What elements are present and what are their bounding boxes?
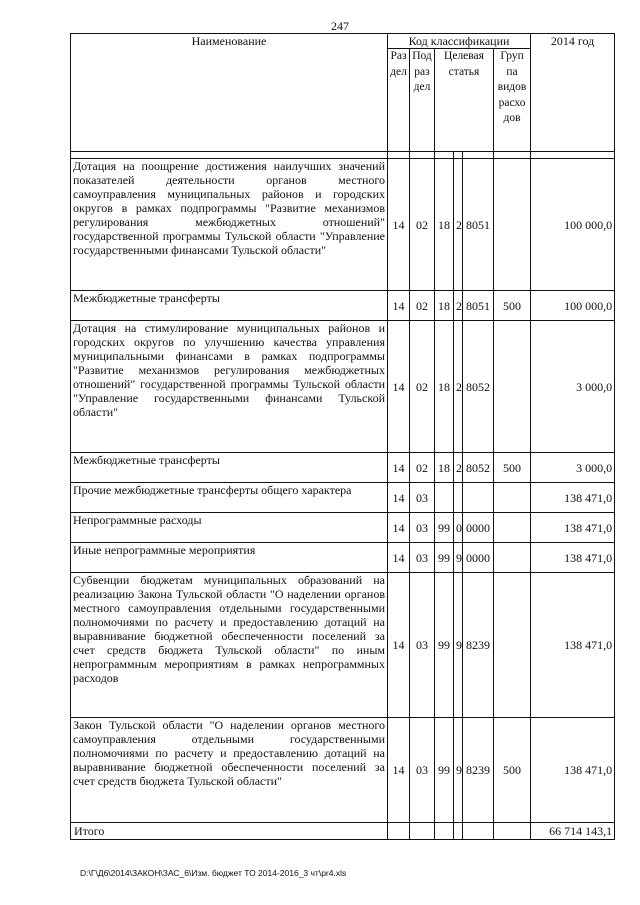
row-target-code: 8052 (463, 453, 494, 483)
row-target-program: 99 (435, 573, 454, 718)
table-row (71, 513, 615, 543)
row-section: 14 (388, 453, 410, 483)
row-name: Межбюджетные трансферты (71, 453, 388, 483)
row-expense-group: 500 (494, 291, 531, 321)
row-name: Субвенции бюджетам муниципальных образований на реализацию Закона Тульской области "О наделении органов местного самоуправления отдельными государственными полномочиями по расчету и предоставлению дотаций на выравнивание бюджетной обеспеченности поселений за счет средств бюджета Тульской области" по иным непрограммным мероприятиям в рамках непрограммных расходов (71, 573, 388, 718)
row-name: Закон Тульской области "О наделении органов местного самоуправления отдельными государственными полномочиями по расчету и предоставлению дотаций на выравнивание бюджетной обеспеченности поселений за счет средств бюджета Тульской области" (71, 718, 388, 823)
table-row (71, 453, 615, 483)
row-target-program: 99 (435, 513, 454, 543)
header-expense-group: Груп па видов расхо дов (494, 49, 531, 152)
table-row (71, 483, 615, 513)
row-target-code: 8239 (463, 573, 494, 718)
row-target-subprogram (454, 483, 463, 513)
table-row (71, 291, 615, 321)
table-row (71, 718, 615, 823)
header-target-article: Целевая статья (435, 49, 494, 152)
row-amount: 100 000,0 (531, 159, 615, 291)
header-subsection: Под раз дел (410, 49, 435, 152)
row-target-subprogram: 0 (454, 513, 463, 543)
row-expense-group (494, 159, 531, 291)
row-expense-group (494, 543, 531, 573)
row-amount: 138 471,0 (531, 573, 615, 718)
row-name: Прочие межбюджетные трансферты общего характера (71, 483, 388, 513)
header-section: Раз дел (388, 49, 410, 152)
row-target-subprogram: 2 (454, 291, 463, 321)
row-target-code: 0000 (463, 513, 494, 543)
row-expense-group (494, 483, 531, 513)
row-section: 14 (388, 543, 410, 573)
row-section: 14 (388, 718, 410, 823)
row-subsection: 03 (410, 483, 435, 513)
row-section: 14 (388, 291, 410, 321)
total-amount: 66 714 143,1 (531, 823, 615, 840)
header-name: Наименование (71, 34, 388, 152)
row-name: Непрограммные расходы (71, 513, 388, 543)
row-expense-group: 500 (494, 718, 531, 823)
row-target-subprogram: 9 (454, 543, 463, 573)
row-subsection: 02 (410, 291, 435, 321)
row-target-program (435, 483, 454, 513)
row-section: 14 (388, 573, 410, 718)
table-row (71, 573, 615, 718)
row-name: Межбюджетные трансферты (71, 291, 388, 321)
row-target-subprogram: 2 (454, 453, 463, 483)
row-subsection: 03 (410, 573, 435, 718)
row-target-subprogram: 2 (454, 321, 463, 453)
row-subsection: 03 (410, 718, 435, 823)
row-expense-group: 500 (494, 453, 531, 483)
header-year: 2014 год (531, 34, 615, 152)
row-amount: 100 000,0 (531, 291, 615, 321)
row-target-program: 18 (435, 159, 454, 291)
table-row (71, 543, 615, 573)
header-spacer-row (71, 152, 615, 159)
row-subsection: 02 (410, 321, 435, 453)
row-target-subprogram: 9 (454, 718, 463, 823)
row-amount: 138 471,0 (531, 543, 615, 573)
row-target-code: 8239 (463, 718, 494, 823)
table-row (71, 159, 615, 291)
budget-table (70, 33, 615, 840)
total-label: Итого (71, 823, 388, 840)
row-expense-group (494, 321, 531, 453)
row-target-code: 8051 (463, 291, 494, 321)
row-name: Дотация на поощрение достижения наилучших значений показателей деятельности органов местного самоуправления муниципальных районов и городских округов в рамках подпрограммы "Развитие механизмов регулирования межбюджетных отношений" государственной программы Тульской области "Управление государственными финансами Тульской области" (71, 159, 388, 291)
header-code-group: Код классификации (388, 34, 531, 49)
row-amount: 138 471,0 (531, 513, 615, 543)
row-expense-group (494, 513, 531, 543)
row-amount: 138 471,0 (531, 483, 615, 513)
row-section: 14 (388, 159, 410, 291)
row-target-subprogram: 2 (454, 159, 463, 291)
table-body (71, 159, 615, 840)
row-name: Дотация на стимулирование муниципальных районов и городских округов по улучшению качества управления муниципальными финансами в рамках подпрограммы "Развитие механизмов регулирования межбюджетных отношений" государственной программы Тульской области "Управление государственными финансами Тульской области" (71, 321, 388, 453)
row-section: 14 (388, 321, 410, 453)
file-path-footer: D:\Г\Д6\2014\ЗАКОН\ЗАС_6\Изм. бюджет ТО 2014-2016_3 чт\pr4.xls (80, 868, 347, 878)
row-section: 14 (388, 513, 410, 543)
table-row (71, 321, 615, 453)
row-target-code (463, 483, 494, 513)
row-expense-group (494, 573, 531, 718)
row-subsection: 02 (410, 159, 435, 291)
row-target-program: 18 (435, 321, 454, 453)
table-header (71, 34, 615, 159)
row-target-code: 0000 (463, 543, 494, 573)
row-target-program: 99 (435, 543, 454, 573)
row-subsection: 02 (410, 453, 435, 483)
row-target-program: 18 (435, 291, 454, 321)
row-target-subprogram: 9 (454, 573, 463, 718)
row-amount: 3 000,0 (531, 321, 615, 453)
row-target-program: 99 (435, 718, 454, 823)
row-amount: 3 000,0 (531, 453, 615, 483)
row-name: Иные непрограммные мероприятия (71, 543, 388, 573)
page-number: 247 (331, 19, 349, 33)
row-target-code: 8052 (463, 321, 494, 453)
row-amount: 138 471,0 (531, 718, 615, 823)
row-target-code: 8051 (463, 159, 494, 291)
row-target-program: 18 (435, 453, 454, 483)
row-section: 14 (388, 483, 410, 513)
total-row (71, 823, 615, 840)
row-subsection: 03 (410, 513, 435, 543)
row-subsection: 03 (410, 543, 435, 573)
